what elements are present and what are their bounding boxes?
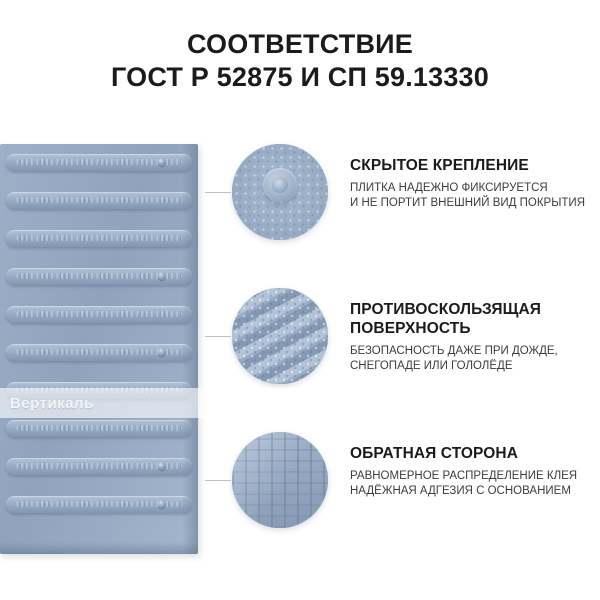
- feature-description-line: БЕЗОПАСНОСТЬ ДАЖЕ ПРИ ДОЖДЕ,: [350, 345, 558, 357]
- page-title-line-1: СООТВЕТСТВИЕ: [187, 29, 413, 59]
- fastener-dot: [158, 272, 166, 280]
- product-photo: [0, 144, 198, 554]
- feature-description-line: ПЛИТКА НАДЕЖНО ФИКСИРУЕТСЯ: [350, 182, 548, 194]
- fastener-dot: [158, 348, 166, 356]
- feature-hidden-fastener: [232, 144, 585, 240]
- feature-title: ПРОТИВОСКОЛЬЗЯЩАЯ ПОВЕРХНОСТЬ: [350, 301, 542, 337]
- feature-description-line: НАДЁЖНАЯ АДГЕЗИЯ С ОСНОВАНИЕМ: [350, 485, 571, 497]
- page-title: [0, 28, 600, 94]
- feature-description: [350, 469, 577, 499]
- fastener-dot: [158, 500, 166, 508]
- feature-back-side: [232, 432, 577, 528]
- back-side-grid-icon: [232, 432, 328, 528]
- feature-description-line: РАВНОМЕРНОЕ РАСПРЕДЕЛЕНИЕ КЛЕЯ: [350, 470, 578, 482]
- watermark-text: Вертикаль: [10, 394, 94, 412]
- watermark-band: [0, 388, 600, 418]
- page-title-line-2: ГОСТ Р 52875 И СП 59.13330: [111, 62, 489, 92]
- anti-slip-surface-icon: [232, 288, 328, 384]
- feature-description: [350, 181, 585, 211]
- feature-anti-slip: [232, 288, 600, 384]
- fastener-dot: [158, 462, 166, 470]
- feature-description-line: И НЕ ПОРТИТ ВНЕШНИЙ ВИД ПОКРЫТИЯ: [350, 197, 585, 209]
- fastener-dot: [158, 158, 166, 166]
- feature-description: [350, 344, 600, 374]
- feature-title: ОБРАТНАЯ СТОРОНА: [350, 445, 519, 462]
- hidden-fastener-icon: [232, 144, 328, 240]
- feature-title: СКРЫТОЕ КРЕПЛЕНИЕ: [350, 157, 529, 174]
- feature-description-line: СНЕГОПАДЕ ИЛИ ГОЛОЛЁДЕ: [350, 360, 513, 372]
